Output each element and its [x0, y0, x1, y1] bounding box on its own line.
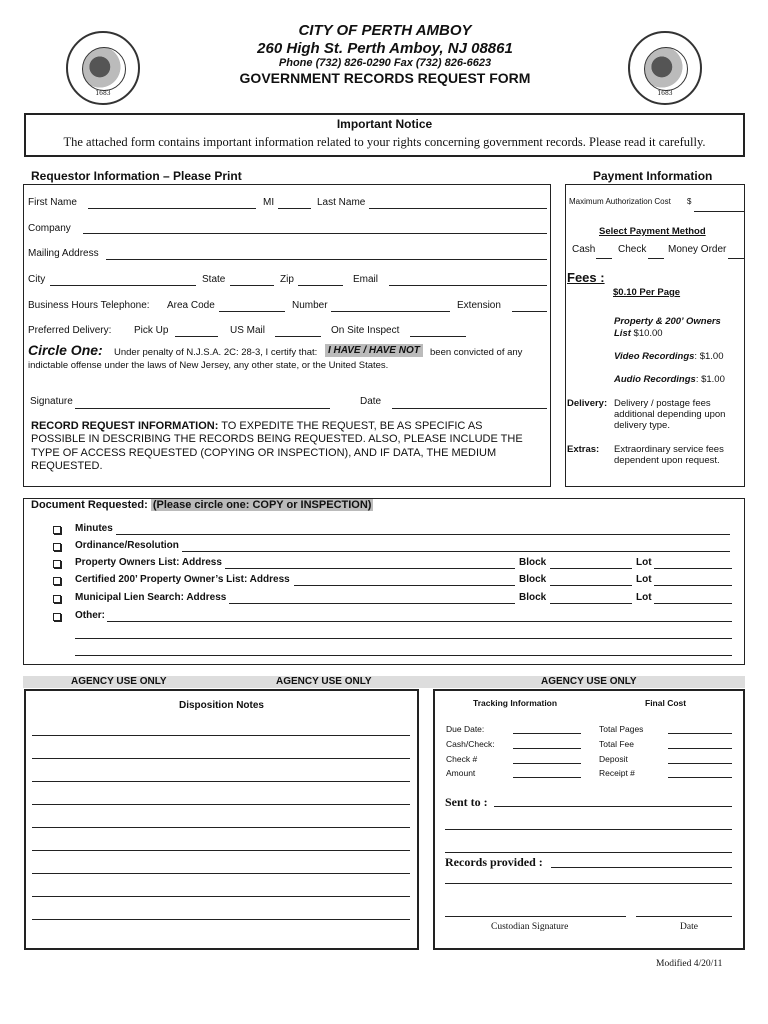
lien-search-label: Municipal Lien Search: Address	[75, 592, 227, 603]
disposition-line[interactable]	[32, 919, 410, 920]
disposition-line[interactable]	[32, 804, 410, 805]
on-site-label: On Site Inspect	[331, 325, 400, 336]
lot-label: Lot	[636, 592, 652, 603]
receipt-field[interactable]	[668, 777, 732, 778]
fees-heading: Fees :	[567, 270, 605, 285]
disposition-notes-title: Disposition Notes	[178, 700, 264, 711]
receipt-label: Receipt #	[599, 768, 635, 778]
disposition-line[interactable]	[32, 781, 410, 782]
number-field[interactable]	[331, 311, 450, 312]
total-fee-field[interactable]	[668, 748, 732, 749]
mailing-address-field[interactable]	[106, 259, 547, 260]
check-field[interactable]	[648, 258, 664, 259]
extension-field[interactable]	[512, 311, 547, 312]
amount-field[interactable]	[513, 777, 581, 778]
disposition-line[interactable]	[32, 850, 410, 851]
seal-emblem-icon	[644, 47, 688, 91]
max-auth-field[interactable]	[694, 211, 744, 212]
email-label: Email	[353, 274, 379, 285]
seal-year: 1683	[95, 90, 111, 97]
custodian-date-field[interactable]	[636, 916, 732, 917]
business-phone-label: Business Hours Telephone:	[28, 300, 150, 311]
signature-field[interactable]	[75, 408, 330, 409]
due-date-label: Due Date:	[446, 724, 485, 734]
signature-label: Signature	[30, 396, 73, 407]
seal-year: 1683	[657, 90, 673, 97]
state-field[interactable]	[230, 285, 274, 286]
lien-search-checkbox[interactable]	[53, 595, 61, 603]
city-seal-right	[628, 31, 702, 105]
ordinance-field[interactable]	[182, 551, 730, 552]
dollar-sign: $	[687, 197, 692, 206]
amount-label: Amount	[446, 768, 476, 778]
certified-list-label: Certified 200’ Property Owner’s List: Address	[75, 574, 290, 585]
select-payment-method: Select Payment Method	[599, 226, 706, 237]
property-owners-lot-field[interactable]	[654, 568, 732, 569]
disposition-line[interactable]	[32, 896, 410, 897]
have-have-not-choice[interactable]: I HAVE / HAVE NOT	[325, 344, 423, 357]
certified-list-address-field[interactable]	[294, 585, 515, 586]
disposition-box	[24, 689, 419, 950]
minutes-label: Minutes	[75, 523, 113, 534]
lot-label: Lot	[636, 557, 652, 568]
records-provided-field-1[interactable]	[551, 867, 732, 868]
mailing-address-label: Mailing Address	[28, 248, 99, 259]
extras-text-1: Extraordinary service fees	[614, 444, 724, 455]
delivery-label: Delivery:	[567, 398, 608, 409]
property-list-fee-2: List $10.00	[614, 328, 663, 339]
property-owners-label: Property Owners List: Address	[75, 557, 222, 568]
check-option[interactable]: Check	[618, 244, 647, 255]
other-field-2[interactable]	[75, 638, 732, 639]
extras-text-2: dependent upon request.	[614, 455, 720, 466]
video-fee: Video Recordings: $1.00	[614, 351, 724, 362]
records-provided-field-2[interactable]	[445, 883, 732, 884]
property-owners-block-field[interactable]	[550, 568, 632, 569]
city-field[interactable]	[50, 285, 196, 286]
circle-one-label: Circle One:	[28, 342, 103, 358]
disposition-line[interactable]	[32, 758, 410, 759]
city-label: City	[28, 274, 46, 285]
payment-heading: Payment Information	[593, 169, 713, 183]
first-name-label: First Name	[28, 197, 77, 208]
total-pages-field[interactable]	[668, 733, 732, 734]
property-owners-checkbox[interactable]	[53, 560, 61, 568]
cash-check-label: Cash/Check:	[446, 739, 495, 749]
custodian-date-label: Date	[680, 922, 698, 932]
per-page-fee: $0.10 Per Page	[613, 287, 681, 298]
sent-to-field-1[interactable]	[494, 806, 732, 807]
disposition-line[interactable]	[32, 827, 410, 828]
delivery-text-2: additional depending upon	[614, 409, 726, 420]
property-owners-address-field[interactable]	[225, 568, 515, 569]
preferred-delivery-label: Preferred Delivery:	[28, 325, 112, 336]
total-pages-label: Total Pages	[599, 724, 644, 734]
ordinance-label: Ordinance/Resolution	[75, 540, 179, 551]
due-date-field[interactable]	[513, 733, 581, 734]
delivery-text-1: Delivery / postage fees	[614, 398, 711, 409]
money-order-field[interactable]	[728, 258, 744, 259]
cash-field[interactable]	[596, 258, 612, 259]
lien-search-address-field[interactable]	[229, 603, 515, 604]
other-checkbox[interactable]	[53, 613, 61, 621]
pick-up-label: Pick Up	[134, 325, 169, 336]
deposit-field[interactable]	[668, 763, 732, 764]
tracking-info-title: Tracking Information	[473, 698, 558, 708]
first-name-field[interactable]	[88, 208, 256, 209]
state-label: State	[202, 274, 226, 285]
disposition-line[interactable]	[32, 735, 410, 736]
us-mail-field[interactable]	[275, 336, 321, 337]
other-field-1[interactable]	[107, 621, 732, 622]
money-order-option[interactable]: Money Order	[668, 244, 727, 255]
record-request-line-4: REQUESTED.	[31, 460, 103, 472]
number-label: Number	[292, 300, 328, 311]
minutes-checkbox[interactable]	[53, 526, 61, 534]
other-label: Other:	[75, 610, 105, 621]
agency-label-3: AGENCY USE ONLY	[541, 676, 637, 687]
records-provided-label: Records provided :	[445, 855, 543, 869]
area-code-label: Area Code	[167, 300, 215, 311]
last-name-field[interactable]	[369, 208, 547, 209]
form-title: GOVERNMENT RECORDS REQUEST FORM	[239, 70, 531, 86]
record-request-line-2: POSSIBLE IN DESCRIBING THE RECORDS BEING REQUESTED. ALSO, PLEASE INCLUDE THE	[31, 433, 523, 445]
last-name-label: Last Name	[317, 197, 366, 208]
cash-check-field[interactable]	[513, 748, 581, 749]
date-label: Date	[360, 396, 382, 407]
certify-text-1: Under penalty of N.J.S.A. 2C: 28-3, I certify that:	[114, 347, 318, 358]
custodian-signature-label: Custodian Signature	[491, 922, 569, 932]
us-mail-label: US Mail	[230, 325, 266, 336]
check-number-field[interactable]	[513, 763, 581, 764]
extension-label: Extension	[457, 300, 501, 311]
lien-search-lot-field[interactable]	[654, 603, 732, 604]
sent-to-field-3[interactable]	[445, 852, 732, 853]
notice-body: The attached form contains important information related to your rights concerning government records. Please read it carefully.	[63, 135, 706, 149]
record-request-line-3: TYPE OF ACCESS REQUESTED (COPYING OR INSPECTION), AND IF DATA, THE MEDIUM	[31, 447, 497, 459]
header-city: CITY OF PERTH AMBOY	[298, 22, 472, 39]
lot-label: Lot	[636, 574, 652, 585]
zip-field[interactable]	[298, 285, 343, 286]
on-site-field[interactable]	[410, 336, 466, 337]
notice-title: Important Notice	[336, 117, 433, 131]
sent-to-label: Sent to :	[445, 795, 488, 809]
company-field[interactable]	[83, 233, 547, 234]
certified-list-checkbox[interactable]	[53, 577, 61, 585]
header-phone: Phone (732) 826-0290 Fax (732) 826-6623	[278, 57, 492, 69]
header-address: 260 High St. Perth Amboy, NJ 08861	[257, 40, 513, 57]
seal-emblem-icon	[82, 47, 126, 91]
certify-text-2: been convicted of any	[430, 347, 523, 358]
total-fee-label: Total Fee	[599, 739, 634, 749]
mi-label: MI	[263, 197, 275, 208]
pick-up-field[interactable]	[175, 336, 218, 337]
date-field[interactable]	[392, 408, 547, 409]
agency-label-1: AGENCY USE ONLY	[71, 676, 167, 687]
mi-field[interactable]	[278, 208, 311, 209]
certify-text-3: indictable offense under the laws of New Jersey, any other state, or the United States.	[28, 360, 389, 371]
zip-label: Zip	[280, 274, 294, 285]
delivery-text-3: delivery type.	[614, 420, 670, 431]
record-request-line-1: RECORD REQUEST INFORMATION: TO EXPEDITE THE REQUEST, BE AS SPECIFIC AS	[31, 420, 483, 432]
minutes-field[interactable]	[116, 534, 730, 535]
lien-search-block-field[interactable]	[550, 603, 632, 604]
requestor-heading: Requestor Information – Please Print	[31, 169, 242, 183]
block-label: Block	[519, 574, 547, 585]
modified-date: Modified 4/20/11	[656, 959, 723, 969]
city-seal-left	[66, 31, 140, 105]
property-list-fee-1: Property & 200’ Owners	[614, 316, 721, 327]
block-label: Block	[519, 592, 547, 603]
max-auth-label: Maximum Authorization Cost	[569, 197, 671, 206]
document-requested-heading: Document Requested: (Please circle one: COPY or INSPECTION)	[31, 499, 372, 511]
agency-label-2: AGENCY USE ONLY	[276, 676, 372, 687]
certified-list-block-field[interactable]	[550, 585, 632, 586]
custodian-signature-field[interactable]	[445, 916, 626, 917]
audio-fee: Audio Recordings: $1.00	[614, 374, 725, 385]
disposition-line[interactable]	[32, 873, 410, 874]
email-field[interactable]	[389, 285, 547, 286]
check-number-label: Check #	[446, 754, 478, 764]
final-cost-title: Final Cost	[645, 698, 687, 708]
cash-option[interactable]: Cash	[572, 244, 596, 255]
area-code-field[interactable]	[219, 311, 285, 312]
extras-label: Extras:	[567, 444, 600, 455]
block-label: Block	[519, 557, 547, 568]
other-field-3[interactable]	[75, 655, 732, 656]
ordinance-checkbox[interactable]	[53, 543, 61, 551]
company-label: Company	[28, 223, 71, 234]
sent-to-field-2[interactable]	[445, 829, 732, 830]
deposit-label: Deposit	[599, 754, 628, 764]
certified-list-lot-field[interactable]	[654, 585, 732, 586]
